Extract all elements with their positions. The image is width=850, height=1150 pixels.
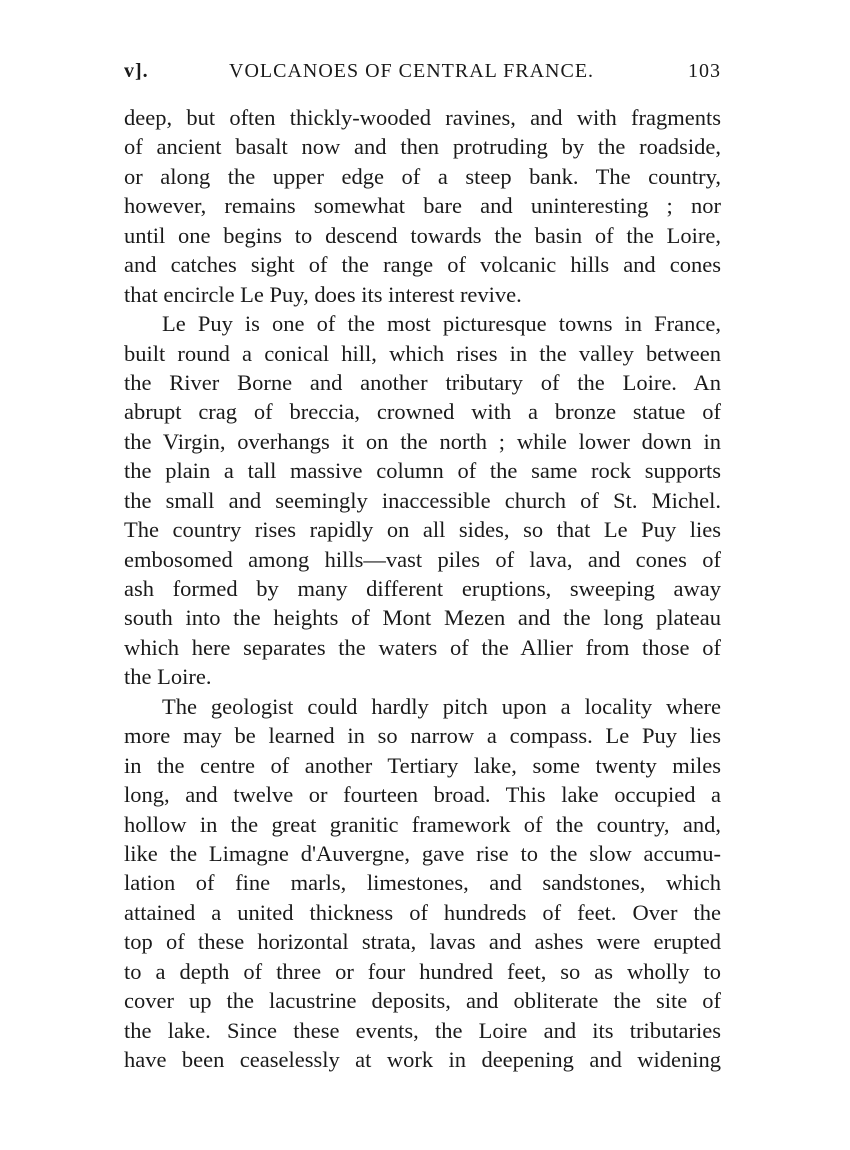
text-line: however, remains somewhat bare and uninteresting ; nor bbox=[124, 193, 721, 219]
paragraph-3 bbox=[124, 692, 721, 1075]
page-number: 103 bbox=[688, 60, 721, 82]
text-line: and catches sight of the range of volcanic hills and cones bbox=[124, 252, 721, 278]
text-line: the Loire. bbox=[124, 664, 212, 690]
text-line: ash formed by many different eruptions, sweeping away bbox=[124, 576, 721, 601]
text-line: the lake. Since these events, the Loire and its tributaries bbox=[124, 1017, 721, 1043]
text-line: top of these horizontal strata, lavas and ashes were erupted bbox=[124, 929, 721, 955]
text-line: hollow in the great granitic framework of the country, and, bbox=[124, 811, 721, 837]
text-line: cover up the lacustrine deposits, and obliterate the site of bbox=[124, 988, 721, 1014]
text-line: The geologist could hardly pitch upon a locality where bbox=[162, 693, 721, 719]
chapter-number: v]. bbox=[124, 60, 149, 82]
text-line: of ancient basalt now and then protruding by the roadside, bbox=[124, 134, 721, 160]
text-line: like the Limagne d'Auvergne, gave rise to the slow accumu- bbox=[124, 840, 721, 866]
running-title: VOLCANOES OF CENTRAL FRANCE. bbox=[229, 60, 595, 82]
text-line: south into the heights of Mont Mezen and the long plateau bbox=[124, 605, 721, 631]
text-line: or along the upper edge of a steep bank. The country, bbox=[124, 163, 721, 189]
text-line: embosomed among hills—vast piles of lava, and cones of bbox=[124, 546, 721, 572]
paragraph-1 bbox=[124, 103, 721, 309]
text-line: The country rises rapidly on all sides, so that Le Puy lies bbox=[124, 517, 721, 543]
text-line: the small and seemingly inaccessible church of St. Michel. bbox=[124, 487, 721, 513]
text-line: the River Borne and another tributary of the Loire. An bbox=[124, 369, 721, 395]
text-line: the plain a tall massive column of the same rock supports bbox=[124, 458, 721, 484]
text-line: have been ceaselessly at work in deepening and widening bbox=[124, 1047, 721, 1072]
text-line: attained a united thickness of hundreds of feet. Over the bbox=[124, 899, 721, 925]
text-line: deep, but often thickly-wooded ravines, and with fragments bbox=[124, 105, 721, 130]
paragraph-2 bbox=[124, 309, 721, 692]
text-line: the Virgin, overhangs it on the north ; while lower down in bbox=[124, 428, 721, 454]
text-line: abrupt crag of breccia, crowned with a bronze statue of bbox=[124, 399, 721, 425]
text-line: more may be learned in so narrow a compass. Le Puy lies bbox=[124, 723, 721, 749]
text-line: long, and twelve or fourteen broad. This lake occupied a bbox=[124, 782, 721, 808]
body-text bbox=[124, 103, 721, 1074]
text-line: Le Puy is one of the most picturesque towns in France, bbox=[162, 311, 721, 337]
text-line: which here separates the waters of the Allier from those of bbox=[124, 634, 721, 660]
text-line: built round a conical hill, which rises in the valley between bbox=[124, 340, 721, 366]
text-line: until one begins to descend towards the basin of the Loire, bbox=[124, 222, 721, 248]
text-line: in the centre of another Tertiary lake, some twenty miles bbox=[124, 752, 721, 778]
text-line: lation of fine marls, limestones, and sandstones, which bbox=[124, 870, 721, 896]
text-line: that encircle Le Puy, does its interest revive. bbox=[124, 281, 522, 307]
text-line: to a depth of three or four hundred feet, so as wholly to bbox=[124, 958, 721, 984]
running-head bbox=[124, 60, 721, 90]
